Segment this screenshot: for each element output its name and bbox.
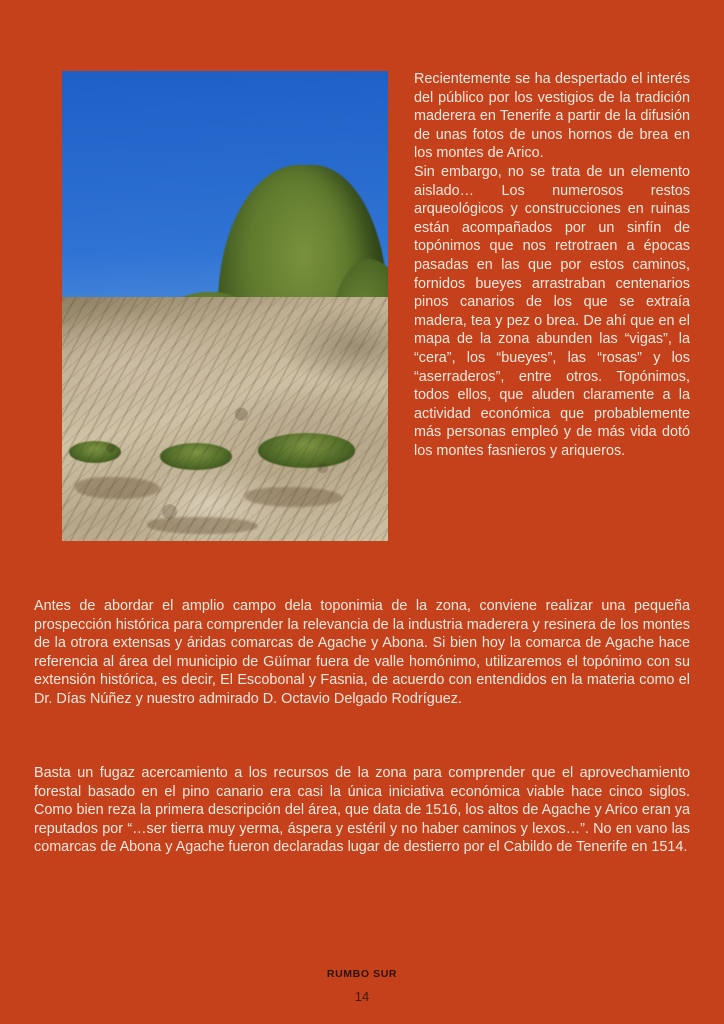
- photo-rocky-slope-layer: [62, 297, 388, 541]
- body-paragraph-3-block: [34, 764, 690, 857]
- rock-3: [147, 517, 258, 534]
- page-footer: [0, 968, 724, 1004]
- footer-publication-title: RUMBO SUR: [326, 968, 398, 980]
- body-paragraph-2-block: [34, 597, 690, 709]
- right-text-column: [414, 70, 690, 460]
- rock-1: [75, 477, 160, 499]
- right-column-paragraph-1: Recientemente se ha despertado el interés del público por los vestigios de la tradición maderera en Tenerife a partir de la difusión de unas fotos de unos hornos de brea en los montes de Arico.: [414, 71, 690, 162]
- shrub-1: [258, 433, 356, 467]
- page-number: 14: [354, 989, 370, 1004]
- body-paragraph-3: Basta un fugaz acercamiento a los recursos de la zona para comprender que el aprovechamiento forestal basado en el pino canario era casi la única iniciativa económica viable hace cinco siglos. Como bien reza la primera descripción del área, que data de 1516, los altos de Agache y Arico eran ya reputados por “…ser tierra muy yerma, áspera y estéril y no haber caminos y lexos…”. No en vano las comarcas de Abona y Agache fueron declaradas lugar de destierro por el Cabildo de Tenerife en 1514.: [34, 765, 690, 856]
- right-column-paragraph-2: Sin embargo, no se trata de un elemento aislado… Los numerosos restos arqueológicos y construcciones en ruinas están acompañados por un sinfín de topónimos que nos retrotraen a épocas pasadas en las que por estos caminos, fornidos bueyes arrastraban centenarios pinos canarios de los que se extraía madera, tea y pez o brea. De ahí que en el mapa de la zona abunden las “vigas”, la “cera”, los “bueyes”, las “rosas” y los “aserraderos”, entre otros. Topónimos, todos ellos, que aluden claramente a la actividad económica que probablemente más personas empleó y de más vida dotó los montes fasnieros y ariqueros.: [414, 163, 690, 459]
- article-photo: [62, 71, 388, 541]
- body-paragraph-2: Antes de abordar el amplio campo dela toponimia de la zona, conviene realizar una pequeña prospección histórica para comprender la relevancia de la industria maderera y resinera de los montes de la otrora extensas y áridas comarcas de Agache y Abona. Si bien hoy la comarca de Agache hace referencia al área del municipio de Güímar fuera de valle homónimo, utilizaremos el topónimo con su extensión histórica, es decir, El Escobonal y Fasnia, de acuerdo con entendidos en la materia como el Dr. Días Núñez y nuestro admirado D. Octavio Delgado Rodríguez.: [34, 598, 690, 707]
- rock-2: [245, 487, 343, 507]
- shrub-2: [160, 443, 232, 470]
- shrub-3: [69, 441, 121, 463]
